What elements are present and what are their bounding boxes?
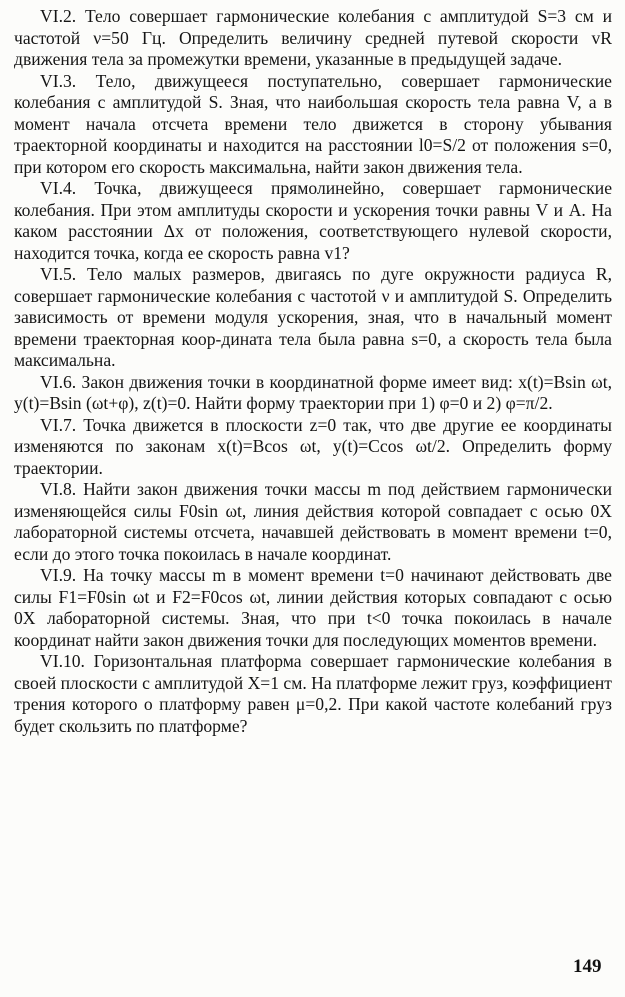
problem-vi-10 xyxy=(14,651,612,737)
problem-vi-5 xyxy=(14,264,612,372)
problem-list xyxy=(14,6,612,737)
problem-text: Точка, движущееся прямолинейно, совершает гармонические колебания. При этом амплитуды скорости и ускорения точки равны V и A. На каком расстоянии Δx от положения, соответствующего нулевой скорости, находится точка, когда ее скорость равна v1? xyxy=(14,178,612,263)
problem-vi-6 xyxy=(14,372,612,415)
problem-text: Точка движется в плоскости z=0 так, что две другие ее координаты изменяются по законам x(t)=Bcos ωt, y(t)=Ccos ωt/2. Определить форму траектории. xyxy=(14,414,612,478)
problem-text: Найти закон движения точки массы m под действием гармонически изменяющейся силы F0sin ωt, линия действия которой совпадает с осью 0X лабораторной системы отсчета, начавшей действовать в момент времени t=0, если до этого точка покоилась в начале координат. xyxy=(14,479,612,564)
problem-number: VI.4. xyxy=(40,178,77,198)
problem-number: VI.2. xyxy=(40,6,77,26)
problem-number: VI.3. xyxy=(40,70,77,91)
problem-number: VI.9. xyxy=(40,565,77,585)
problem-text: Закон движения точки в координатной форме имеет вид: x(t)=Bsin ωt, y(t)=Bsin (ωt+φ), z(t)=0. Найти форму траектории при 1) φ=0 и 2) φ=π/2. xyxy=(14,371,612,413)
problem-vi-7 xyxy=(14,415,612,480)
problem-vi-9 xyxy=(14,565,612,651)
problem-vi-3 xyxy=(14,71,612,179)
page-number: 149 xyxy=(573,956,602,977)
problem-text: Тело малых размеров, двигаясь по дуге окружности радиуса R, совершает гармонические колебания с частотой ν и амплитудой S. Определить зависимость от времени модуля ускорения, зная, что в начальный момент времени траекторная коор-дината тела была равна s=0, а скорость тела была максимальна. xyxy=(14,264,612,370)
problem-number: VI.6. xyxy=(40,371,77,392)
problem-number: VI.7. xyxy=(40,414,77,435)
problem-text: Тело совершает гармонические колебания с амплитудой S=3 см и частотой ν=50 Гц. Определить величину средней путевой скорости vR движения тела за промежутки времени, указанные в предыдущей задаче. xyxy=(14,6,613,69)
problem-text: На точку массы m в момент времени t=0 начинают действовать две силы F1=F0sin ωt и F2=F0cos ωt, линии действия которых совпадают с осью 0X лабораторной системы. Зная, что при t<0 точка покоилась в начале координат найти закон движения точки для последующих моментов времени. xyxy=(14,565,612,650)
problem-vi-4 xyxy=(14,178,612,264)
problem-text: Горизонтальная платформа совершает гармонические колебания в своей плоскости с амплитудой X=1 см. На платформе лежит груз, коэффициент трения которого о платформу равен μ=0,2. При какой частоте колебаний груз будет скользить по платформе? xyxy=(14,651,612,736)
problem-text: Тело, движущееся поступательно, совершает гармонические колебания с амплитудой S. Зная, что наибольшая скорость тела равна V, а в момент начала отсчета времени тело движется в сторону убывания траекторной координаты и находится на расстоянии l0=S/2 от положения s=0, при котором его скорость максимальна, найти закон движения тела. xyxy=(14,70,612,177)
problem-number: VI.10. xyxy=(40,651,85,671)
problem-vi-8 xyxy=(14,479,612,565)
problem-number: VI.8. xyxy=(40,479,77,499)
problem-vi-2 xyxy=(14,6,612,71)
problem-number: VI.5. xyxy=(40,264,77,284)
